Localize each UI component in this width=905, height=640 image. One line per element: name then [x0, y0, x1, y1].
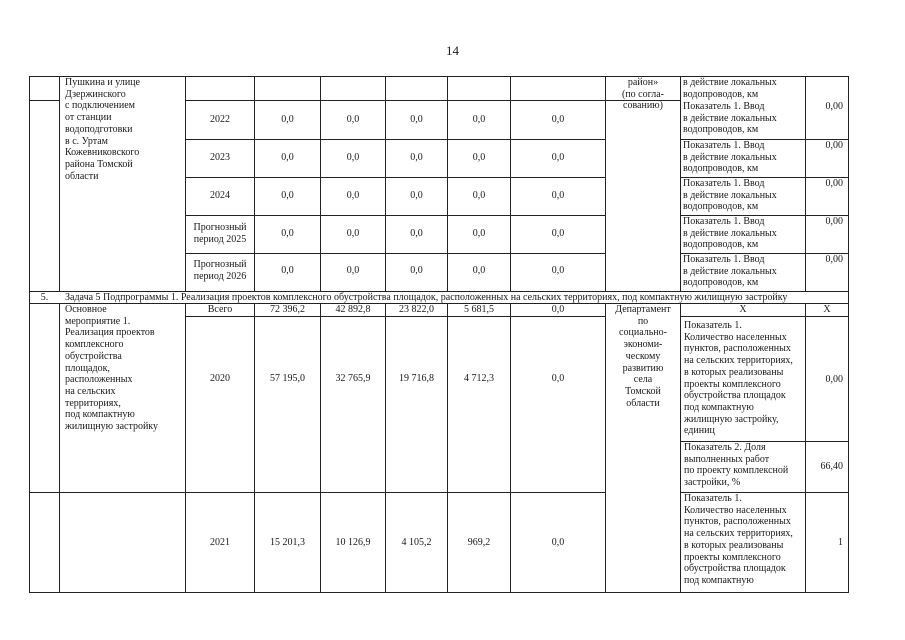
value-cell: 0,0 [346, 114, 360, 125]
activity-name-cell: Пушкина и улице Дзержинского с подключением от станции водоподготовки в с. Уртам Кожевниковского района Томской области [65, 77, 140, 182]
indicator-cell: Х [739, 304, 747, 315]
indicator-value-cell: 0,00 [825, 101, 843, 112]
value-cell: 0,0 [551, 152, 565, 163]
executor-cell: Департамент по социально- экономи- ческому развитию села Томской области [615, 304, 671, 409]
indicator-cell: Показатель 1. Количество населенных пунктов, расположенных на сельских территориях, в которых реализованы проекты комплексного обустройства площадок под компактную [684, 493, 793, 586]
indicator-cell: Показатель 1. Количество населенных пунктов, расположенных на сельских территориях, в которых реализованы проекты комплексного обустройства площадок под компактную жилищную застройку, единиц [684, 320, 793, 437]
value-cell: 0,0 [281, 228, 294, 239]
value-cell: 5 681,5 [464, 304, 494, 315]
value-cell: 4 105,2 [401, 537, 432, 548]
value-cell: 0,0 [472, 190, 486, 201]
year-cell: Прогнозный период 2025 [193, 222, 247, 245]
indicator-value-cell: 0,00 [825, 374, 843, 385]
value-cell: 0,0 [410, 114, 423, 125]
value-cell: 15 201,3 [270, 537, 305, 548]
value-cell: 0,0 [281, 190, 294, 201]
value-cell: 0,0 [472, 265, 486, 276]
year-cell: Прогнозный период 2026 [193, 259, 247, 282]
value-cell: 72 396,2 [270, 304, 305, 315]
value-cell: 10 126,9 [335, 537, 371, 548]
indicator-value-cell: 66,40 [820, 461, 843, 472]
indicator-cell: Показатель 1. Ввод в действие локальных водопроводов, км [683, 140, 777, 175]
program-table [29, 76, 849, 593]
indicator-value-cell: Х [823, 304, 831, 315]
value-cell: 0,0 [281, 265, 294, 276]
task-number: 5. [40, 292, 49, 303]
value-cell: 42 892,8 [335, 304, 371, 315]
task-title: Задача 5 Подпрограммы 1. Реализация проектов комплексного обустройства площадок, расположенных на сельских территориях, под компактную жилищную застройку [65, 292, 788, 303]
value-cell: 0,0 [346, 190, 360, 201]
value-cell: 0,0 [472, 114, 486, 125]
value-cell: 0,0 [551, 228, 565, 239]
indicator-cell: в действие локальных водопроводов, км [683, 77, 777, 100]
value-cell: 0,0 [551, 537, 565, 548]
value-cell: 0,0 [551, 304, 565, 315]
value-cell: 0,0 [281, 152, 294, 163]
indicator-value-cell: 0,00 [825, 216, 843, 227]
indicator-cell: Показатель 1. Ввод в действие локальных водопроводов, км [683, 216, 777, 251]
value-cell: 0,0 [472, 228, 486, 239]
indicator-cell: Показатель 2. Доля выполненных работ по проекту комплексной застройки, % [684, 442, 789, 489]
value-cell: 0,0 [281, 114, 294, 125]
executor-cell: район» (по согла- сованию) [622, 77, 664, 112]
value-cell: 0,0 [410, 265, 423, 276]
indicator-value-cell: 0,00 [825, 140, 843, 151]
activity-name-cell: Основное мероприятие 1. Реализация проектов комплексного обустройства площадок, расположенных на сельских территориях, под компактную жилищную застройку [65, 304, 159, 433]
indicator-cell: Показатель 1. Ввод в действие локальных водопроводов, км [683, 101, 777, 136]
value-cell: 0,0 [346, 265, 360, 276]
indicator-value-cell: 1 [838, 537, 843, 548]
value-cell: 0,0 [551, 190, 565, 201]
value-cell: 0,0 [346, 228, 360, 239]
value-cell: 23 822,0 [399, 304, 434, 315]
value-cell: 32 765,9 [335, 373, 371, 384]
year-cell: 2022 [210, 114, 230, 125]
value-cell: 0,0 [410, 152, 423, 163]
year-cell: 2020 [210, 373, 230, 384]
year-cell: 2023 [210, 152, 230, 163]
indicator-value-cell: 0,00 [825, 178, 843, 189]
value-cell: 0,0 [551, 114, 565, 125]
indicator-cell: Показатель 1. Ввод в действие локальных водопроводов, км [683, 178, 777, 213]
value-cell: 0,0 [410, 190, 423, 201]
value-cell: 0,0 [551, 265, 565, 276]
indicator-value-cell: 0,00 [825, 254, 843, 265]
page-number: 14 [446, 43, 459, 58]
value-cell: 0,0 [472, 152, 486, 163]
value-cell: 19 716,8 [399, 373, 434, 384]
value-cell: 0,0 [410, 228, 423, 239]
value-cell: 4 712,3 [464, 373, 494, 384]
value-cell: 57 195,0 [270, 373, 305, 384]
value-cell: 969,2 [467, 537, 491, 548]
total-label-cell: Всего [207, 304, 233, 315]
value-cell: 0,0 [346, 152, 360, 163]
indicator-cell: Показатель 1. Ввод в действие локальных водопроводов, км [683, 254, 777, 289]
year-cell: 2024 [210, 190, 230, 201]
year-cell: 2021 [210, 537, 230, 548]
value-cell: 0,0 [551, 373, 565, 384]
